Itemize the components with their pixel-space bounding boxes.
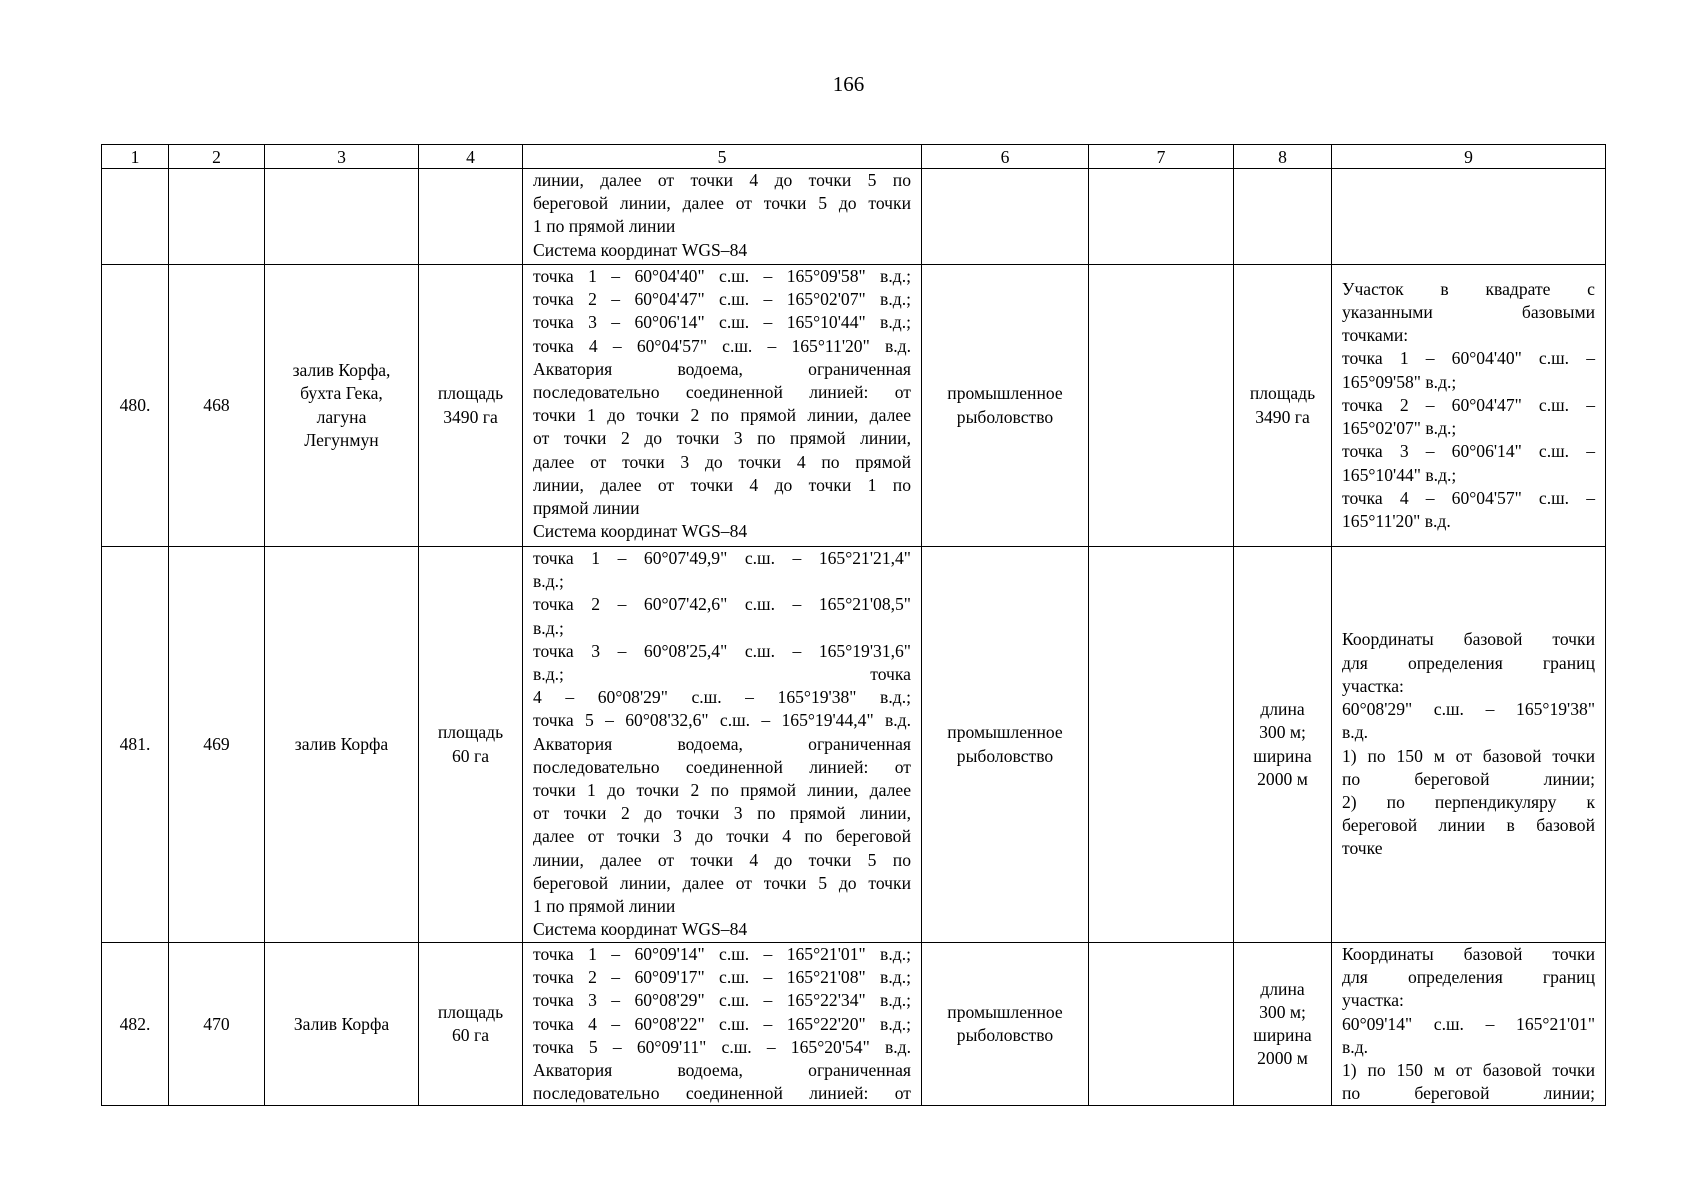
header-cell: 8 bbox=[1234, 145, 1332, 169]
boundary-line: Система координат WGS–84 bbox=[533, 919, 748, 940]
header-row bbox=[102, 145, 1606, 169]
area-number-cell: 469 bbox=[169, 547, 265, 943]
notes-line: 2) по перпендикуляру к bbox=[1342, 791, 1595, 812]
boundary-line: точка 3 – 60°08'29" с.ш. – 165°22'34" в.д.; bbox=[533, 990, 911, 1011]
boundary-line: точка 2 – 60°07'42,6" с.ш. – 165°21'08,5" bbox=[533, 594, 911, 615]
dimensions-line: длина bbox=[1260, 978, 1305, 999]
boundary-line: точка 2 – 60°09'17" с.ш. – 165°21'08" в.д.; bbox=[533, 967, 911, 988]
purpose-line: промышленное bbox=[947, 383, 1063, 404]
location-cell bbox=[265, 169, 419, 265]
header-cell: 5 bbox=[523, 145, 922, 169]
table-row bbox=[102, 169, 1606, 265]
location-line: залив Корфа bbox=[294, 733, 389, 754]
purpose-line: промышленное bbox=[947, 722, 1063, 743]
area-size-cell bbox=[419, 547, 523, 943]
boundary-line: прямой линии bbox=[533, 498, 640, 519]
notes-line: точка 1 – 60°04'40" с.ш. – bbox=[1342, 348, 1595, 369]
notes-line: 165°11'20" в.д. bbox=[1342, 510, 1451, 531]
notes-cell bbox=[1332, 265, 1606, 547]
location-line: залив Корфа, bbox=[292, 360, 391, 381]
area-size-line: 60 га bbox=[451, 1025, 490, 1046]
header-cell: 3 bbox=[265, 145, 419, 169]
boundary-line: Система координат WGS–84 bbox=[533, 239, 748, 260]
dimensions-cell bbox=[1234, 169, 1332, 265]
notes-line: точке bbox=[1342, 838, 1383, 859]
boundary-line: точка 2 – 60°04'47" с.ш. – 165°02'07" в.д.; bbox=[533, 289, 911, 310]
location-cell bbox=[265, 943, 419, 1106]
notes-line: 165°02'07" в.д.; bbox=[1342, 418, 1457, 439]
location-line: бухта Гека, bbox=[300, 383, 383, 404]
notes-line: участка: bbox=[1342, 675, 1404, 696]
purpose-cell bbox=[922, 547, 1089, 943]
purpose-cell bbox=[922, 169, 1089, 265]
notes-line: 1) по 150 м от базовой точки bbox=[1342, 745, 1595, 766]
boundary-line: 1 по прямой линии bbox=[533, 216, 676, 237]
boundary-line: точка 1 – 60°09'14" с.ш. – 165°21'01" в.д.; bbox=[533, 944, 911, 964]
empty-cell bbox=[1089, 169, 1234, 265]
boundary-line: точка 4 – 60°04'57" с.ш. – 165°11'20" в.д. bbox=[533, 335, 911, 356]
area-number-cell: 470 bbox=[169, 943, 265, 1106]
boundary-line: линии, далее от точки 4 до точки 5 по bbox=[533, 170, 911, 190]
notes-line: 165°10'44" в.д.; bbox=[1342, 464, 1457, 485]
boundary-line: точка 5 – 60°09'11" с.ш. – 165°20'54" в.д. bbox=[533, 1036, 911, 1057]
notes-line: точками: bbox=[1342, 325, 1409, 346]
boundary-line: линии, далее от точки 4 до точки 1 по bbox=[533, 474, 911, 495]
notes-line: указанными базовыми bbox=[1342, 302, 1595, 323]
header-cell: 2 bbox=[169, 145, 265, 169]
area-size-line: площадь bbox=[437, 722, 504, 743]
boundary-line: последовательно соединенной линией: от bbox=[533, 382, 911, 403]
location-cell bbox=[265, 265, 419, 547]
purpose-line: рыболовство bbox=[956, 406, 1054, 427]
notes-line: участка: bbox=[1342, 990, 1404, 1011]
boundaries-cell bbox=[523, 169, 922, 265]
dimensions-line: 3490 га bbox=[1255, 406, 1310, 427]
row-number-cell bbox=[102, 169, 169, 265]
boundary-line: точки 1 до точки 2 по прямой линии, далее bbox=[533, 405, 911, 426]
boundary-line: точка 4 – 60°08'22" с.ш. – 165°22'20" в.д.; bbox=[533, 1013, 911, 1034]
notes-cell bbox=[1332, 169, 1606, 265]
purpose-line: рыболовство bbox=[956, 745, 1054, 766]
notes-line: для определения границ bbox=[1342, 967, 1595, 988]
row-number-cell: 482. bbox=[102, 943, 169, 1106]
notes-line: точка 2 – 60°04'47" с.ш. – bbox=[1342, 394, 1595, 415]
notes-line: Координаты базовой точки bbox=[1342, 629, 1595, 650]
area-size-line: площадь bbox=[437, 383, 504, 404]
boundary-line: Акватория водоема, ограниченная bbox=[533, 733, 911, 754]
dimensions-cell bbox=[1234, 265, 1332, 547]
boundary-line: далее от точки 3 до точки 4 по прямой bbox=[533, 451, 911, 472]
notes-line: точка 3 – 60°06'14" с.ш. – bbox=[1342, 441, 1595, 462]
boundary-line: точка 1 – 60°04'40" с.ш. – 165°09'58" в.д.; bbox=[533, 266, 911, 286]
boundary-line: от точки 2 до точки 3 по прямой линии, bbox=[533, 803, 911, 824]
notes-cell bbox=[1332, 547, 1606, 943]
boundary-line: точка 1 – 60°07'49,9" с.ш. – 165°21'21,4" bbox=[533, 548, 911, 568]
data-table bbox=[101, 144, 1606, 1106]
notes-line: в.д. bbox=[1342, 722, 1369, 743]
area-size-line: 60 га bbox=[451, 745, 490, 766]
boundary-line: последовательно соединенной линией: от bbox=[533, 1083, 911, 1104]
area-size-line: 3490 га bbox=[443, 406, 498, 427]
boundaries-cell bbox=[523, 547, 922, 943]
header-cell: 9 bbox=[1332, 145, 1606, 169]
dimensions-line: 2000 м bbox=[1257, 768, 1308, 789]
boundary-line: в.д.; bbox=[533, 571, 564, 592]
header-cell: 6 bbox=[922, 145, 1089, 169]
purpose-cell bbox=[922, 943, 1089, 1106]
notes-cell bbox=[1332, 943, 1606, 1106]
dimensions-line: 2000 м bbox=[1257, 1048, 1308, 1069]
boundary-line: 4 – 60°08'29" с.ш. – 165°19'38" в.д.; bbox=[533, 687, 911, 708]
area-number-cell: 468 bbox=[169, 265, 265, 547]
boundary-line: Система координат WGS–84 bbox=[533, 521, 748, 542]
dimensions-line: длина bbox=[1260, 699, 1305, 720]
boundary-line: точка 5 – 60°08'32,6" с.ш. – 165°19'44,4" в.д. bbox=[533, 710, 911, 731]
notes-line: по береговой линии; bbox=[1342, 1083, 1595, 1104]
boundary-line: точки 1 до точки 2 по прямой линии, далее bbox=[533, 780, 911, 801]
boundary-line: береговой линии, далее от точки 5 до точки bbox=[533, 193, 911, 214]
dimensions-line: площадь bbox=[1249, 383, 1316, 404]
notes-line: точка 4 – 60°04'57" с.ш. – bbox=[1342, 487, 1595, 508]
notes-line: в.д. bbox=[1342, 1036, 1369, 1057]
header-cell: 4 bbox=[419, 145, 523, 169]
purpose-cell bbox=[922, 265, 1089, 547]
row-number-cell: 480. bbox=[102, 265, 169, 547]
boundaries-cell bbox=[523, 265, 922, 547]
boundary-line: 1 по прямой линии bbox=[533, 896, 676, 917]
boundary-line: далее от точки 3 до точки 4 по береговой bbox=[533, 826, 911, 847]
boundary-line: последовательно соединенной линией: от bbox=[533, 756, 911, 777]
boundary-line: Акватория водоема, ограниченная bbox=[533, 1060, 911, 1081]
boundary-line: линии, далее от точки 4 до точки 5 по bbox=[533, 849, 911, 870]
area-size-cell bbox=[419, 169, 523, 265]
table-row bbox=[102, 265, 1606, 547]
empty-cell bbox=[1089, 547, 1234, 943]
boundary-line: от точки 2 до точки 3 по прямой линии, bbox=[533, 428, 911, 449]
location-line: Легунмун bbox=[304, 429, 379, 450]
dimensions-cell bbox=[1234, 943, 1332, 1106]
location-line: лагуна bbox=[316, 406, 367, 427]
notes-line: 60°09'14" с.ш. – 165°21'01" bbox=[1342, 1013, 1595, 1034]
area-size-cell bbox=[419, 943, 523, 1106]
area-size-cell bbox=[419, 265, 523, 547]
purpose-line: рыболовство bbox=[956, 1025, 1054, 1046]
notes-line: береговой линии в базовой bbox=[1342, 815, 1595, 836]
boundary-line: береговой линии, далее от точки 5 до точки bbox=[533, 872, 911, 893]
page-number: 166 bbox=[832, 72, 865, 96]
header-cell: 1 bbox=[102, 145, 169, 169]
location-cell bbox=[265, 547, 419, 943]
table-row bbox=[102, 943, 1606, 1106]
notes-line: по береговой линии; bbox=[1342, 768, 1595, 789]
boundary-line: в.д.; bbox=[533, 617, 564, 638]
row-number-cell: 481. bbox=[102, 547, 169, 943]
dimensions-line: ширина bbox=[1253, 745, 1312, 766]
notes-line: 1) по 150 м от базовой точки bbox=[1342, 1060, 1595, 1081]
dimensions-line: 300 м; bbox=[1259, 722, 1306, 743]
empty-cell bbox=[1089, 943, 1234, 1106]
boundary-line: Акватория водоема, ограниченная bbox=[533, 358, 911, 379]
notes-line: для определения границ bbox=[1342, 652, 1595, 673]
notes-line: Участок в квадрате с bbox=[1342, 278, 1595, 299]
boundary-line: точка 3 – 60°08'25,4" с.ш. – 165°19'31,6" bbox=[533, 640, 911, 661]
notes-line: 60°08'29" с.ш. – 165°19'38" bbox=[1342, 699, 1595, 720]
dimensions-cell bbox=[1234, 547, 1332, 943]
notes-line: Координаты базовой точки bbox=[1342, 944, 1595, 964]
location-line: Залив Корфа bbox=[293, 1013, 390, 1034]
boundary-line: в.д.; точка bbox=[533, 664, 911, 685]
boundaries-cell bbox=[523, 943, 922, 1106]
header-cell: 7 bbox=[1089, 145, 1234, 169]
boundary-line: точка 3 – 60°06'14" с.ш. – 165°10'44" в.д.; bbox=[533, 312, 911, 333]
dimensions-line: 300 м; bbox=[1259, 1002, 1306, 1022]
notes-line: 165°09'58" в.д.; bbox=[1342, 371, 1457, 392]
table-row bbox=[102, 547, 1606, 943]
empty-cell bbox=[1089, 265, 1234, 547]
area-size-line: площадь bbox=[437, 1002, 504, 1022]
area-number-cell bbox=[169, 169, 265, 265]
dimensions-line: ширина bbox=[1253, 1025, 1312, 1046]
purpose-line: промышленное bbox=[947, 1002, 1063, 1022]
